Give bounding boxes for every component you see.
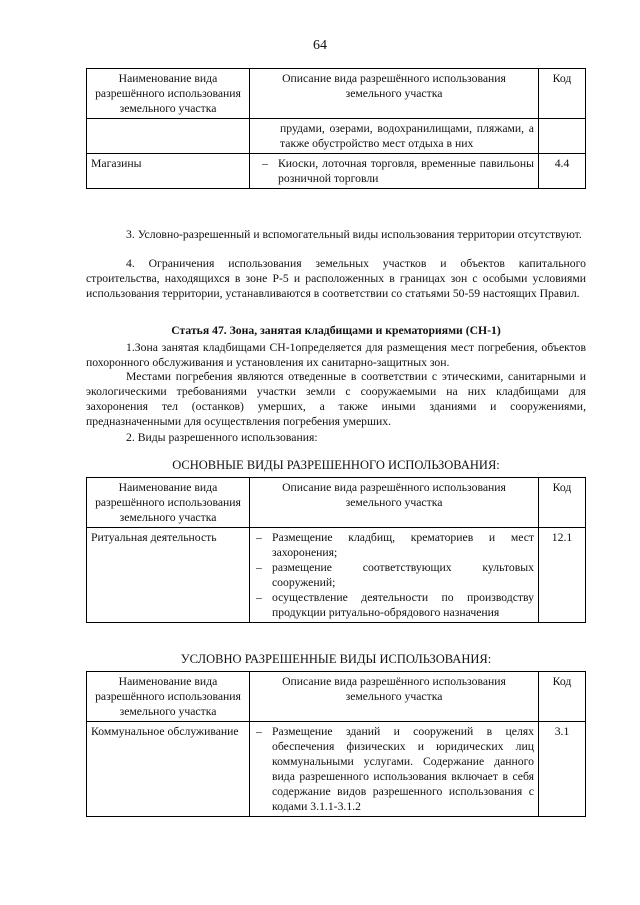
- article-paragraph-2: Местами погребения являются отведенные в соответствии с этическими, санитарными и экологическими требованиями участки земли с сооружаемыми на них кладбищами для захоронения тел (останков) умерших, а также иными зданиями и сооружениями, предназначенными для осуществления погребения умерших.: [86, 370, 586, 428]
- description-text: Киоски, лоточная торговля, временные павильоны розничной торговли: [278, 157, 534, 185]
- article-paragraph-1: 1.Зона занятая кладбищами СН-1определяется для размещения мест погребения, объектов похоронного обслуживания и установления их санитарно-защитных зон.: [86, 341, 586, 369]
- article-paragraph-3: 2. Виды разрешенного использования:: [126, 431, 318, 444]
- dash-marker: –: [256, 725, 262, 738]
- main-uses-table: [86, 477, 586, 623]
- table-header-row: [87, 478, 586, 528]
- list-item: – размещение соответствующих культовых сооружений;: [256, 561, 534, 589]
- continuation-text: прудами, озерами, водохранилищами, пляжами, а также обустройство мест отдыха в них: [280, 122, 534, 150]
- items-list: [256, 724, 534, 814]
- cell-description: [250, 154, 539, 189]
- cell-code: 12.1: [539, 528, 586, 623]
- list-item: – осуществление деятельности по производству продукции ритуально-обрядового назначения: [256, 591, 534, 619]
- table-header-row: [87, 69, 586, 119]
- header-code: Код: [539, 69, 586, 119]
- header-name: Наименование вида разрешённого использования земельного участка: [87, 69, 250, 119]
- table-header-row: [87, 672, 586, 722]
- conditional-uses-table: [86, 671, 586, 817]
- header-description: Описание вида разрешённого использования земельного участка: [250, 672, 539, 722]
- header-code: Код: [539, 478, 586, 528]
- dash-marker: –: [262, 157, 268, 170]
- cell-name: Коммунальное обслуживание: [87, 722, 250, 817]
- table-row: [87, 154, 586, 189]
- cell-description: [250, 528, 539, 623]
- cell-description: [250, 722, 539, 817]
- list-item: – Размещение зданий и сооружений в целях обеспечения физических и юридических лиц коммунальными услугами. Содержание данного вида разрешенного использования включает в себя содержание видов разрешенного использования с кодами 3.1.1-3.1.2: [256, 725, 534, 813]
- cell-code-empty: [539, 119, 586, 154]
- paragraph-3: 3. Условно-разрешенный и вспомогательный виды использования территории отсутствуют.: [126, 228, 582, 241]
- header-name: Наименование вида разрешённого использования земельного участка: [87, 672, 250, 722]
- page-number: 64: [313, 38, 327, 53]
- header-code: Код: [539, 672, 586, 722]
- header-description: Описание вида разрешённого использования земельного участка: [250, 69, 539, 119]
- table-row: [87, 722, 586, 817]
- items-list: [256, 530, 534, 620]
- dash-marker: –: [256, 591, 262, 604]
- table-row: [87, 119, 586, 154]
- main-uses-caption: ОСНОВНЫЕ ВИДЫ РАЗРЕШЕННОГО ИСПОЛЬЗОВАНИЯ:: [172, 458, 500, 472]
- dash-marker: –: [256, 561, 262, 574]
- cell-description: [250, 119, 539, 154]
- table-continuation: [86, 68, 586, 189]
- article-title: Статья 47. Зона, занятая кладбищами и крематориями (СН-1): [171, 324, 501, 337]
- list-item: – Размещение кладбищ, крематориев и мест захоронения;: [256, 531, 534, 559]
- cell-name: Ритуальная деятельность: [87, 528, 250, 623]
- table-row: [87, 528, 586, 623]
- header-name: Наименование вида разрешённого использования земельного участка: [87, 478, 250, 528]
- cell-code: 3.1: [539, 722, 586, 817]
- cell-name: Магазины: [87, 154, 250, 189]
- paragraph-4: 4. Ограничения использования земельных участков и объектов капитального строительства, находящихся в зоне Р-5 и расположенных в границах зон с особыми условиями использования территории, устанавливаются в соответствии со статьями 50-59 настоящих Правил.: [86, 257, 586, 300]
- cell-code: 4.4: [539, 154, 586, 189]
- conditional-uses-caption: УСЛОВНО РАЗРЕШЕННЫЕ ВИДЫ ИСПОЛЬЗОВАНИЯ:: [180, 652, 492, 666]
- cell-empty: [87, 119, 250, 154]
- header-description: Описание вида разрешённого использования земельного участка: [250, 478, 539, 528]
- dash-marker: –: [256, 531, 262, 544]
